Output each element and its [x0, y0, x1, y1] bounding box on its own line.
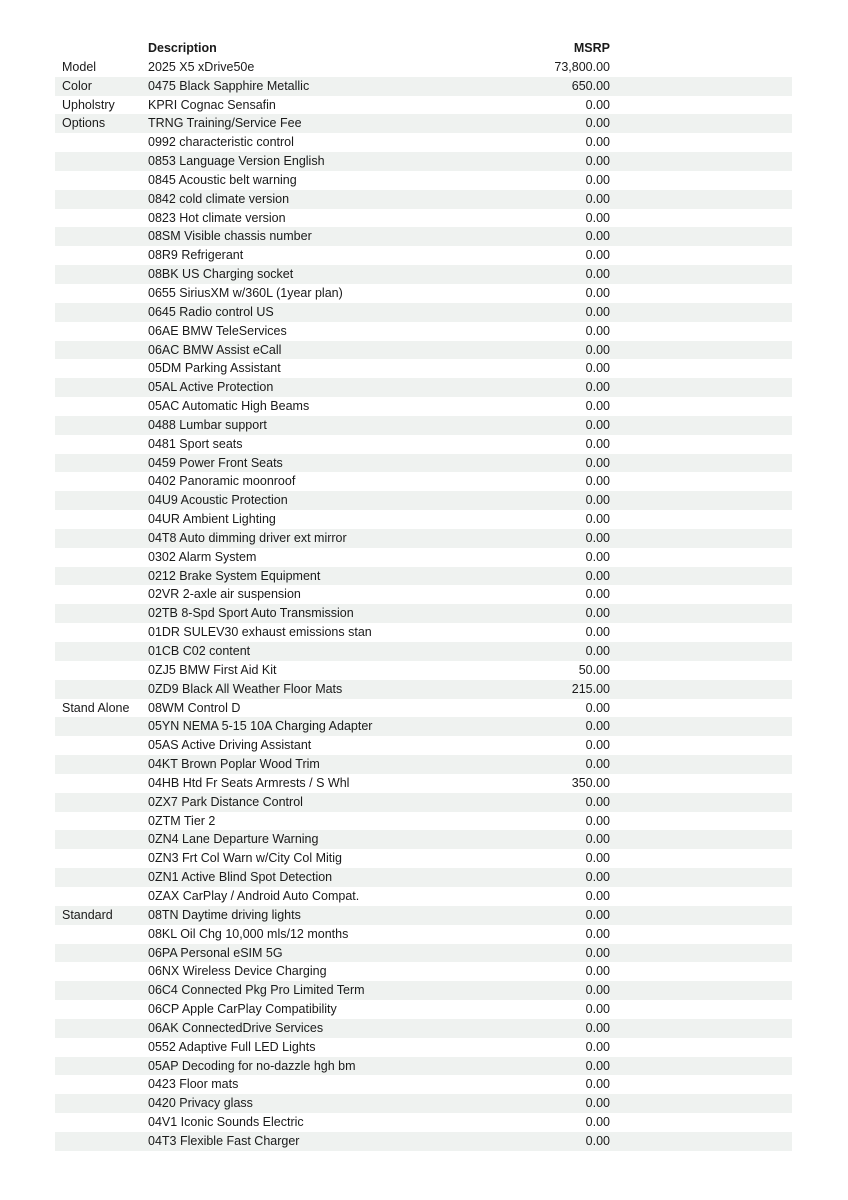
table-row	[55, 736, 792, 755]
row-msrp: 0.00	[585, 229, 610, 244]
row-description: 06PA Personal eSIM 5G	[148, 945, 283, 960]
row-label	[55, 736, 148, 755]
row-msrp: 0.00	[585, 135, 610, 150]
row-spacer	[610, 623, 792, 642]
row-label	[55, 717, 148, 736]
row-description: 0481 Sport seats	[148, 436, 243, 451]
row-label	[55, 925, 148, 944]
row-description: 0552 Adaptive Full LED Lights	[148, 1039, 316, 1054]
row-description: 0302 Alarm System	[148, 549, 257, 564]
row-description: 04KT Brown Poplar Wood Trim	[148, 757, 320, 772]
row-msrp: 0.00	[585, 983, 610, 998]
row-msrp: 350.00	[571, 775, 610, 790]
row-label	[55, 1000, 148, 1019]
row-spacer	[610, 962, 792, 981]
row-msrp: 0.00	[585, 964, 610, 979]
row-label: Options	[62, 116, 106, 131]
row-spacer	[610, 699, 792, 718]
table-row	[55, 416, 792, 435]
table-row	[55, 322, 792, 341]
row-msrp: 0.00	[585, 794, 610, 809]
row-spacer	[610, 925, 792, 944]
row-label	[55, 171, 148, 190]
table-row	[55, 567, 792, 586]
table-row	[55, 171, 792, 190]
header-right-spacer	[610, 39, 792, 58]
row-label	[55, 190, 148, 209]
row-description: 06CP Apple CarPlay Compatibility	[148, 1002, 337, 1017]
row-description: 04U9 Acoustic Protection	[148, 493, 288, 508]
row-label	[55, 529, 148, 548]
table-row	[55, 1019, 792, 1038]
row-description: 0645 Radio control US	[148, 304, 274, 319]
table-row	[55, 359, 792, 378]
row-msrp: 215.00	[571, 681, 610, 696]
row-spacer	[610, 680, 792, 699]
row-msrp: 0.00	[585, 907, 610, 922]
row-description: 05AC Automatic High Beams	[148, 399, 310, 414]
row-description: 0ZJ5 BMW First Aid Kit	[148, 662, 277, 677]
table-row	[55, 77, 792, 96]
row-description: 06AK ConnectedDrive Services	[148, 1020, 324, 1035]
row-spacer	[610, 812, 792, 831]
row-description: 0655 SiriusXM w/360L (1year plan)	[148, 285, 343, 300]
row-label	[55, 416, 148, 435]
table-row	[55, 284, 792, 303]
row-msrp: 0.00	[585, 436, 610, 451]
row-description: 08R9 Refrigerant	[148, 248, 244, 263]
row-description: 0823 Hot climate version	[148, 210, 286, 225]
row-spacer	[610, 171, 792, 190]
row-spacer	[610, 1019, 792, 1038]
vehicle-options-table	[55, 39, 792, 1151]
row-description: 0853 Language Version English	[148, 154, 325, 169]
row-msrp: 0.00	[585, 888, 610, 903]
row-spacer	[610, 868, 792, 887]
row-label	[55, 303, 148, 322]
table-row	[55, 246, 792, 265]
row-spacer	[610, 906, 792, 925]
row-description: 0212 Brake System Equipment	[148, 568, 321, 583]
column-header-msrp: MSRP	[573, 41, 610, 55]
row-msrp: 0.00	[585, 493, 610, 508]
row-label	[55, 209, 148, 228]
row-label	[55, 359, 148, 378]
row-msrp: 0.00	[585, 342, 610, 357]
row-msrp: 0.00	[585, 1077, 610, 1092]
header-label-spacer	[55, 39, 148, 58]
row-msrp: 0.00	[585, 97, 610, 112]
table-row	[55, 341, 792, 360]
row-spacer	[610, 96, 792, 115]
table-row	[55, 529, 792, 548]
row-msrp: 0.00	[585, 530, 610, 545]
row-msrp: 0.00	[585, 1058, 610, 1073]
row-description: 0402 Panoramic moonroof	[148, 474, 296, 489]
row-description: 04UR Ambient Lighting	[148, 512, 276, 527]
row-description: 06AC BMW Assist eCall	[148, 342, 282, 357]
row-label	[55, 246, 148, 265]
row-label	[55, 1113, 148, 1132]
table-row	[55, 58, 792, 77]
row-msrp: 0.00	[585, 512, 610, 527]
row-spacer	[610, 133, 792, 152]
row-description: 02TB 8-Spd Sport Auto Transmission	[148, 606, 354, 621]
table-row	[55, 548, 792, 567]
table-row	[55, 96, 792, 115]
row-spacer	[610, 510, 792, 529]
row-msrp: 0.00	[585, 851, 610, 866]
row-description: 01CB C02 content	[148, 644, 251, 658]
row-description: 04T3 Flexible Fast Charger	[148, 1133, 300, 1148]
row-msrp: 650.00	[571, 78, 610, 93]
row-label	[55, 680, 148, 699]
row-label: Upholstry	[62, 97, 115, 112]
row-msrp: 50.00	[578, 662, 610, 677]
row-msrp: 0.00	[585, 1039, 610, 1054]
table-row	[55, 209, 792, 228]
row-msrp: 0.00	[585, 248, 610, 263]
table-row	[55, 699, 792, 718]
row-spacer	[610, 642, 792, 661]
row-spacer	[610, 359, 792, 378]
row-msrp: 0.00	[585, 757, 610, 772]
row-description: 08WM Control D	[148, 700, 241, 715]
row-spacer	[610, 77, 792, 96]
row-description: 04T8 Auto dimming driver ext mirror	[148, 530, 347, 545]
row-spacer	[610, 397, 792, 416]
row-spacer	[610, 1075, 792, 1094]
row-label	[55, 887, 148, 906]
row-description: 04HB Htd Fr Seats Armrests / S Whl	[148, 775, 350, 790]
row-label	[55, 378, 148, 397]
table-row	[55, 812, 792, 831]
row-msrp: 0.00	[585, 455, 610, 470]
row-spacer	[610, 1057, 792, 1076]
row-label	[55, 585, 148, 604]
row-label	[55, 435, 148, 454]
row-description: 01DR SULEV30 exhaust emissions stan	[148, 625, 372, 640]
table-row	[55, 1000, 792, 1019]
row-label: Color	[62, 78, 92, 93]
row-msrp: 0.00	[585, 285, 610, 300]
row-msrp: 0.00	[585, 267, 610, 282]
row-description: 0ZTM Tier 2	[148, 813, 216, 828]
table-body	[55, 58, 792, 1151]
row-msrp: 0.00	[585, 361, 610, 376]
row-spacer	[610, 1132, 792, 1151]
table-row	[55, 661, 792, 680]
table-header-row	[55, 39, 792, 58]
row-description: 0992 characteristic control	[148, 135, 294, 150]
table-row	[55, 227, 792, 246]
row-spacer	[610, 303, 792, 322]
row-msrp: 0.00	[585, 549, 610, 564]
table-row	[55, 868, 792, 887]
row-spacer	[610, 152, 792, 171]
row-msrp: 0.00	[585, 474, 610, 489]
table-row	[55, 1057, 792, 1076]
table-row	[55, 962, 792, 981]
row-description: 05DM Parking Assistant	[148, 361, 281, 376]
row-spacer	[610, 567, 792, 586]
row-label	[55, 793, 148, 812]
row-label: Stand Alone	[62, 700, 130, 715]
table-row	[55, 114, 792, 133]
row-spacer	[610, 604, 792, 623]
row-description: 08KL Oil Chg 10,000 mls/12 months	[148, 926, 349, 941]
table-row	[55, 435, 792, 454]
row-msrp: 0.00	[585, 568, 610, 583]
table-row	[55, 623, 792, 642]
row-msrp: 0.00	[585, 172, 610, 187]
row-description: 0ZAX CarPlay / Android Auto Compat.	[148, 888, 360, 903]
row-description: 04V1 Iconic Sounds Electric	[148, 1115, 304, 1130]
row-label	[55, 774, 148, 793]
row-spacer	[610, 341, 792, 360]
row-label	[55, 962, 148, 981]
row-label	[55, 341, 148, 360]
table-row	[55, 830, 792, 849]
row-msrp: 0.00	[585, 191, 610, 206]
table-row	[55, 849, 792, 868]
row-msrp: 0.00	[585, 813, 610, 828]
row-description: 08TN Daytime driving lights	[148, 907, 301, 922]
table-row	[55, 1113, 792, 1132]
row-msrp: 0.00	[585, 926, 610, 941]
table-row	[55, 906, 792, 925]
row-description: 0ZN1 Active Blind Spot Detection	[148, 870, 333, 885]
row-spacer	[610, 246, 792, 265]
row-description: 0ZN3 Frt Col Warn w/City Col Mitig	[148, 851, 343, 866]
row-spacer	[610, 529, 792, 548]
row-spacer	[610, 114, 792, 133]
row-label	[55, 849, 148, 868]
row-label	[55, 265, 148, 284]
row-spacer	[610, 1113, 792, 1132]
row-msrp: 0.00	[585, 700, 610, 715]
row-spacer	[610, 717, 792, 736]
row-description: 0ZX7 Park Distance Control	[148, 794, 303, 809]
table-row	[55, 642, 792, 661]
table-row	[55, 265, 792, 284]
row-spacer	[610, 1038, 792, 1057]
row-spacer	[610, 887, 792, 906]
row-label	[55, 1038, 148, 1057]
row-msrp: 0.00	[585, 1020, 610, 1035]
row-msrp: 0.00	[585, 417, 610, 432]
table-row	[55, 1094, 792, 1113]
row-spacer	[610, 793, 792, 812]
row-spacer	[610, 265, 792, 284]
row-spacer	[610, 416, 792, 435]
row-spacer	[610, 190, 792, 209]
row-spacer	[610, 491, 792, 510]
table-row	[55, 378, 792, 397]
row-label	[55, 397, 148, 416]
row-label	[55, 1094, 148, 1113]
table-row	[55, 944, 792, 963]
row-description: 02VR 2-axle air suspension	[148, 587, 301, 602]
row-label	[55, 322, 148, 341]
table-row	[55, 472, 792, 491]
row-msrp: 0.00	[585, 870, 610, 885]
row-spacer	[610, 435, 792, 454]
row-description: 08SM Visible chassis number	[148, 229, 312, 244]
table-row	[55, 397, 792, 416]
row-msrp: 0.00	[585, 1096, 610, 1111]
row-label	[55, 830, 148, 849]
row-spacer	[610, 548, 792, 567]
row-label	[55, 567, 148, 586]
table-row	[55, 1038, 792, 1057]
row-msrp: 0.00	[585, 738, 610, 753]
row-label	[55, 755, 148, 774]
row-msrp: 0.00	[585, 154, 610, 169]
row-spacer	[610, 944, 792, 963]
row-description: 0842 cold climate version	[148, 191, 290, 206]
row-msrp: 0.00	[585, 1002, 610, 1017]
table-row	[55, 303, 792, 322]
row-description: 0459 Power Front Seats	[148, 455, 283, 470]
row-label	[55, 472, 148, 491]
row-label	[55, 1019, 148, 1038]
table-row	[55, 793, 792, 812]
row-description: 2025 X5 xDrive50e	[148, 59, 255, 74]
row-msrp: 0.00	[585, 1115, 610, 1130]
row-label	[55, 1057, 148, 1076]
table-row	[55, 585, 792, 604]
row-spacer	[610, 378, 792, 397]
row-msrp: 0.00	[585, 625, 610, 640]
row-description: 05AL Active Protection	[148, 380, 274, 395]
row-spacer	[610, 58, 792, 77]
row-msrp: 0.00	[585, 323, 610, 338]
row-msrp: 0.00	[585, 1133, 610, 1148]
row-msrp: 0.00	[585, 380, 610, 395]
row-description: 0423 Floor mats	[148, 1077, 239, 1092]
row-label	[55, 623, 148, 642]
row-label	[55, 152, 148, 171]
row-msrp: 0.00	[585, 945, 610, 960]
row-spacer	[610, 661, 792, 680]
row-msrp: 0.00	[585, 116, 610, 131]
row-spacer	[610, 227, 792, 246]
row-label	[55, 661, 148, 680]
row-msrp: 0.00	[585, 587, 610, 602]
table-row	[55, 680, 792, 699]
row-label	[55, 491, 148, 510]
row-spacer	[610, 1094, 792, 1113]
row-description: 0ZN4 Lane Departure Warning	[148, 832, 319, 847]
row-description: 0475 Black Sapphire Metallic	[148, 78, 310, 93]
row-spacer	[610, 849, 792, 868]
row-description: 0ZD9 Black All Weather Floor Mats	[148, 681, 343, 696]
row-msrp: 0.00	[585, 606, 610, 621]
row-spacer	[610, 454, 792, 473]
table-row	[55, 152, 792, 171]
row-label	[55, 812, 148, 831]
column-header-description: Description	[148, 41, 217, 55]
row-spacer	[610, 284, 792, 303]
row-label	[55, 510, 148, 529]
table-row	[55, 604, 792, 623]
row-description: 08BK US Charging socket	[148, 267, 294, 282]
row-msrp: 0.00	[585, 210, 610, 225]
row-spacer	[610, 736, 792, 755]
row-spacer	[610, 774, 792, 793]
row-description: 06NX Wireless Device Charging	[148, 964, 327, 979]
table-row	[55, 133, 792, 152]
row-msrp: 0.00	[585, 719, 610, 734]
row-spacer	[610, 209, 792, 228]
row-description: 06AE BMW TeleServices	[148, 323, 287, 338]
row-msrp: 0.00	[585, 399, 610, 414]
row-msrp: 0.00	[585, 644, 610, 658]
row-label	[55, 1075, 148, 1094]
row-label	[55, 133, 148, 152]
row-label	[55, 227, 148, 246]
row-spacer	[610, 1000, 792, 1019]
row-label	[55, 454, 148, 473]
row-label	[55, 868, 148, 887]
row-description: 0845 Acoustic belt warning	[148, 172, 297, 187]
table-row	[55, 755, 792, 774]
row-spacer	[610, 322, 792, 341]
table-row	[55, 190, 792, 209]
table-row	[55, 717, 792, 736]
row-description: 05AS Active Driving Assistant	[148, 738, 312, 753]
row-spacer	[610, 981, 792, 1000]
table-row	[55, 1075, 792, 1094]
row-description: 0488 Lumbar support	[148, 417, 267, 432]
row-spacer	[610, 585, 792, 604]
row-label: Standard	[62, 907, 113, 922]
row-msrp: 0.00	[585, 304, 610, 319]
row-label	[55, 548, 148, 567]
table-row	[55, 925, 792, 944]
row-msrp: 0.00	[585, 832, 610, 847]
table-row	[55, 491, 792, 510]
row-spacer	[610, 830, 792, 849]
table-row	[55, 774, 792, 793]
row-description: KPRI Cognac Sensafin	[148, 97, 276, 112]
table-row	[55, 1132, 792, 1151]
table-row	[55, 454, 792, 473]
row-label	[55, 981, 148, 1000]
row-label	[55, 284, 148, 303]
row-description: 06C4 Connected Pkg Pro Limited Term	[148, 983, 365, 998]
table-row	[55, 887, 792, 906]
row-label	[55, 604, 148, 623]
row-description: 05AP Decoding for no-dazzle hgh bm	[148, 1058, 356, 1073]
row-description: TRNG Training/Service Fee	[148, 116, 302, 131]
table-row	[55, 981, 792, 1000]
row-description: 0420 Privacy glass	[148, 1096, 253, 1111]
row-spacer	[610, 755, 792, 774]
row-msrp: 73,800.00	[554, 59, 610, 74]
row-label	[55, 642, 148, 661]
row-description: 05YN NEMA 5-15 10A Charging Adapter	[148, 719, 373, 734]
row-label	[55, 944, 148, 963]
row-spacer	[610, 472, 792, 491]
table-row	[55, 510, 792, 529]
row-label	[55, 1132, 148, 1151]
row-label: Model	[62, 59, 97, 74]
